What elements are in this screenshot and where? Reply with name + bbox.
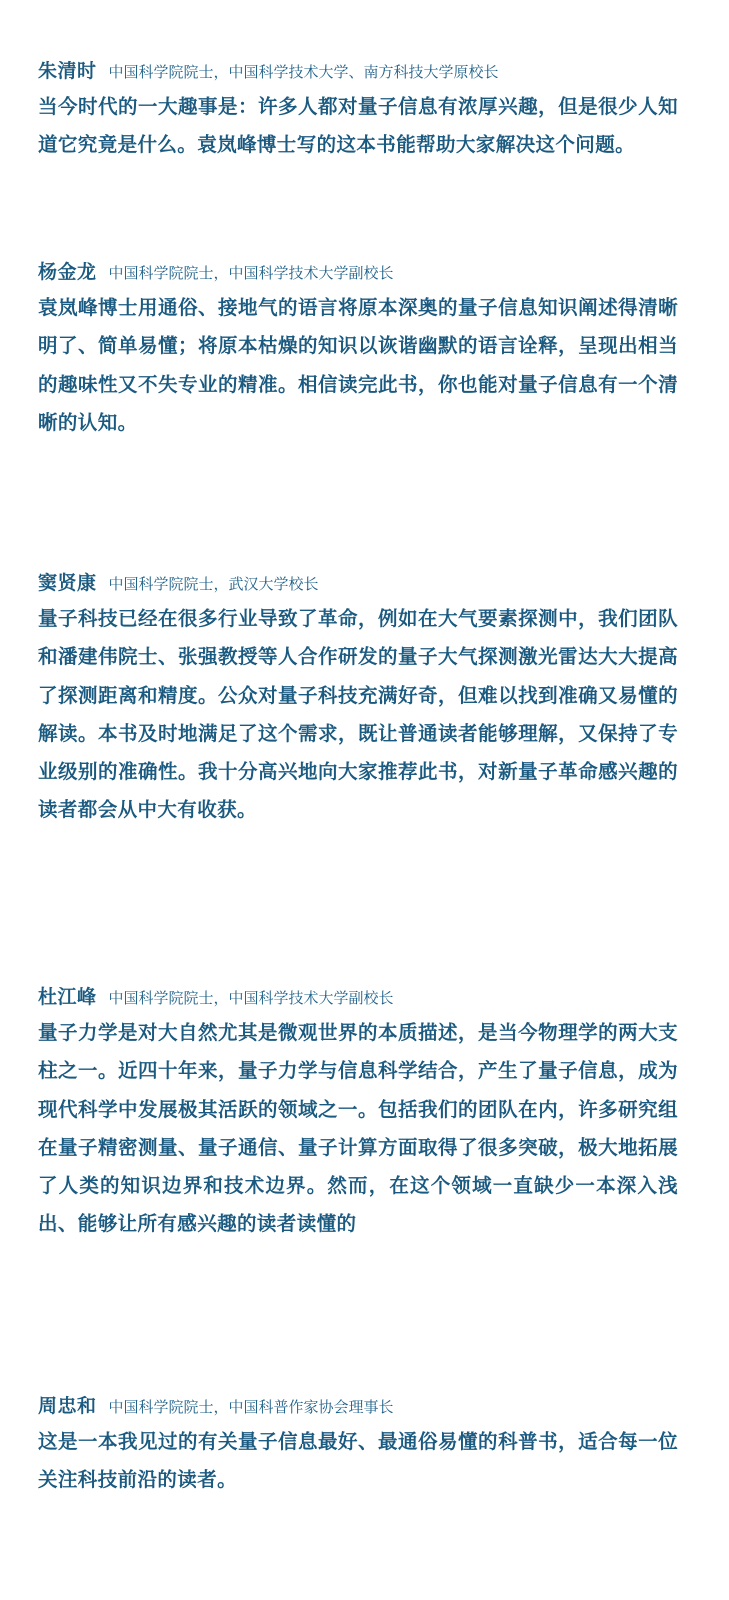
endorser-name: 杨金龙 xyxy=(38,261,97,283)
endorsement-quote: 当今时代的一大趣事是：许多人都对量子信息有浓厚兴趣，但是很少人知道它究竟是什么。袁岚峰博士写的这本书能帮助大家解决这个问题。 xyxy=(38,95,678,157)
endorsement-quote: 量子科技已经在很多行业导致了革命，例如在大气要素探测中，我们团队和潘建伟院士、张强教授等人合作研发的量子大气探测激光雷达大大提高了探测距离和精度。公众对量子科技充满好奇，但难以找到准确又易懂的解读。本书及时地满足了这个需求，既让普通读者能够理解，又保持了专业级别的准确性。我十分高兴地向大家推荐此书，对新量子革命感兴趣的读者都会从中大有收获。 xyxy=(38,607,678,822)
endorser-title: 中国科学院院士，中国科学技术大学副校长 xyxy=(108,264,394,282)
endorsement-block xyxy=(38,259,678,442)
endorsement-quote: 这是一本我见过的有关量子信息最好、最通俗易懂的科普书，适合每一位关注科技前沿的读者。 xyxy=(38,1430,678,1492)
endorsement-header xyxy=(38,570,678,596)
endorser-title: 中国科学院院士，武汉大学校长 xyxy=(108,575,319,593)
endorser-name: 窦贤康 xyxy=(38,572,97,594)
endorsement-header xyxy=(38,984,678,1010)
endorser-name: 周忠和 xyxy=(38,1395,97,1417)
endorsement-header xyxy=(38,58,678,84)
endorsement-quote: 量子力学是对大自然尤其是微观世界的本质描述，是当今物理学的两大支柱之一。近四十年来，量子力学与信息科学结合，产生了量子信息，成为现代科学中发展极其活跃的领域之一。包括我们的团队在内，许多研究组在量子精密测量、量子通信、量子计算方面取得了很多突破，极大地拓展了人类的知识边界和技术边界。然而，在这个领域一直缺少一本深入浅出、能够让所有感兴趣的读者读懂的 xyxy=(38,1021,678,1236)
endorsement-header xyxy=(38,259,678,285)
endorser-title: 中国科学院院士，中国科学技术大学副校长 xyxy=(108,989,394,1007)
endorsement-block xyxy=(38,570,678,830)
endorser-name: 杜江峰 xyxy=(38,986,97,1008)
endorsement-header xyxy=(38,1393,678,1419)
endorser-title: 中国科学院院士，中国科普作家协会理事长 xyxy=(108,1398,394,1416)
endorsement-block xyxy=(38,1393,678,1500)
endorsement-quote: 袁岚峰博士用通俗、接地气的语言将原本深奥的量子信息知识阐述得清晰明了、简单易懂；将原本枯燥的知识以诙谐幽默的语言诠释，呈现出相当的趣味性又不失专业的精准。相信读完此书，你也能对量子信息有一个清晰的认知。 xyxy=(38,296,678,434)
endorsement-block xyxy=(38,984,678,1325)
endorsement-block xyxy=(38,58,678,165)
endorser-title: 中国科学院院士，中国科学技术大学、南方科技大学原校长 xyxy=(108,63,499,81)
endorser-name: 朱清时 xyxy=(38,60,97,82)
